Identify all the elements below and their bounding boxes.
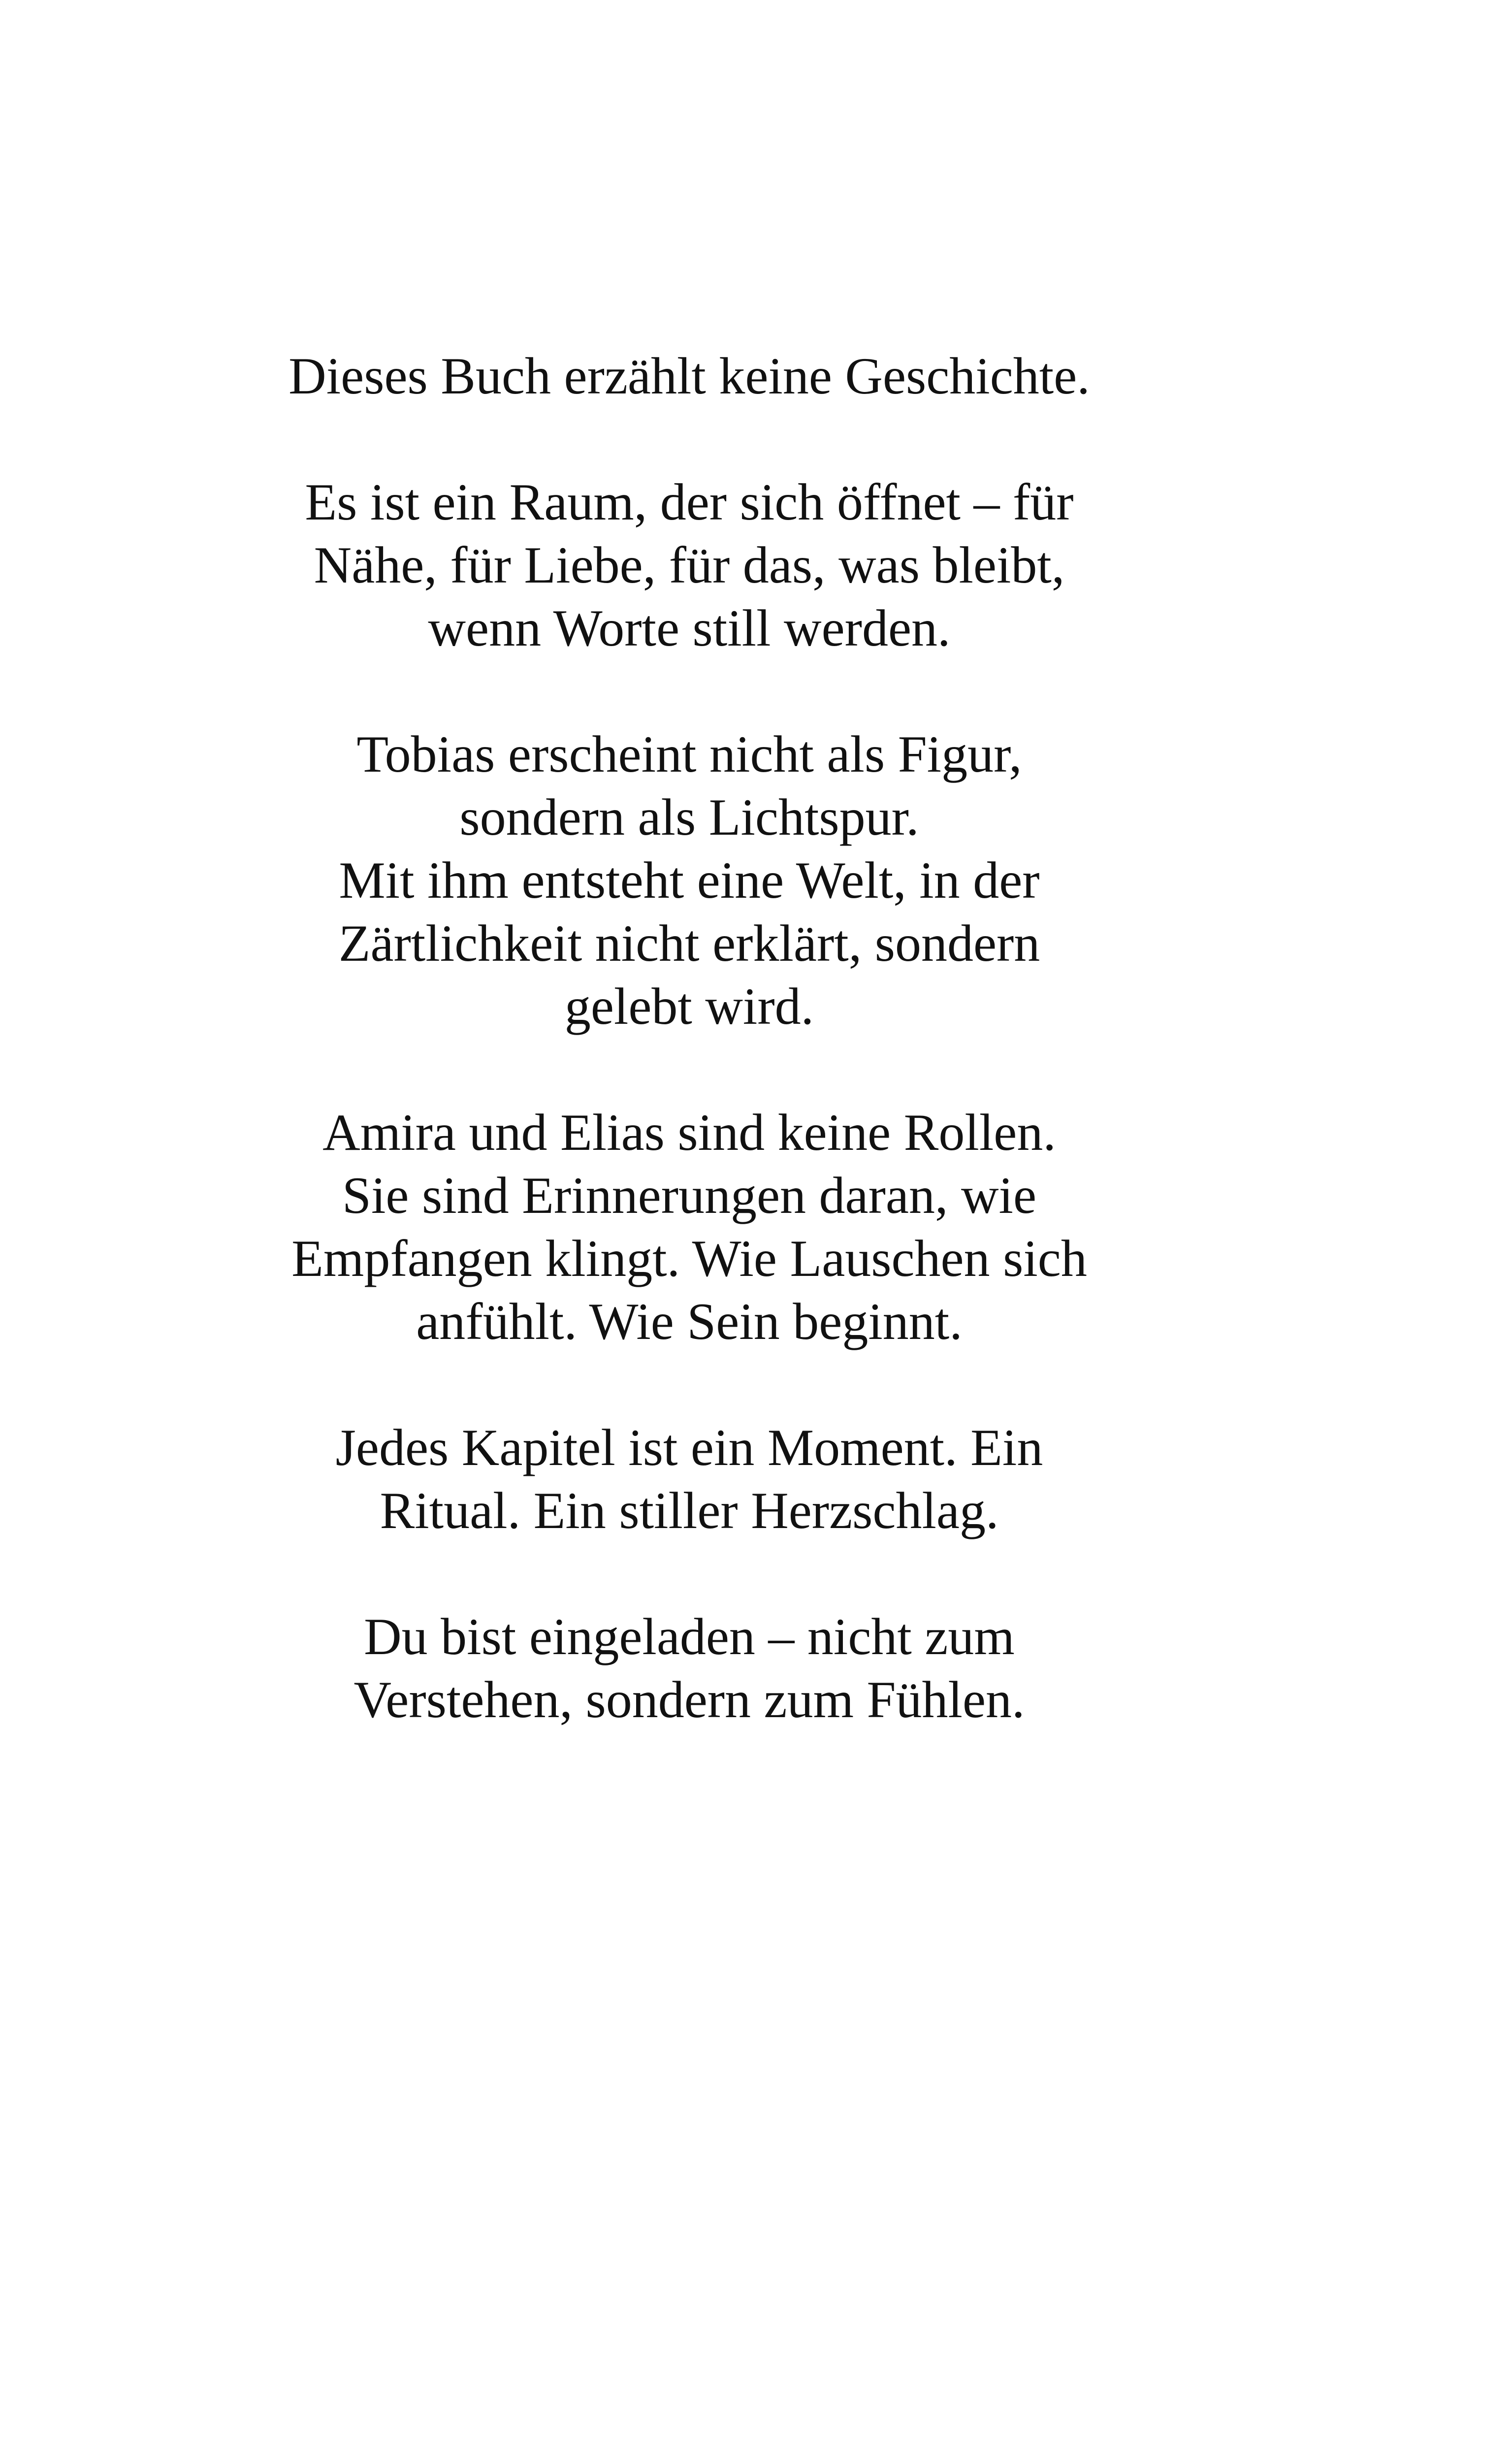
- text-line: Ritual. Ein stiller Herzschlag.: [380, 1482, 999, 1539]
- text-line: Tobias erscheint nicht als Figur,: [356, 725, 1022, 783]
- text-line: Sie sind Erinnerungen daran, wie: [342, 1167, 1036, 1224]
- text-line: wenn Worte still werden.: [428, 599, 951, 657]
- text-line: Mit ihm entsteht eine Welt, in der: [339, 851, 1040, 909]
- paragraph-3: [0, 723, 1379, 1038]
- text-line: Amira und Elias sind keine Rollen.: [322, 1104, 1056, 1161]
- paragraph-5: [0, 1416, 1379, 1542]
- text-line: Es ist ein Raum, der sich öffnet – für: [305, 473, 1074, 531]
- paragraph-2: [0, 471, 1379, 660]
- body-text: [0, 345, 1379, 1794]
- text-line: Nähe, für Liebe, für das, was bleibt,: [314, 536, 1065, 594]
- paragraph-1: [0, 345, 1379, 408]
- paragraph-6: [0, 1605, 1379, 1731]
- text-line: Zärtlichkeit nicht erklärt, sondern: [338, 914, 1040, 972]
- text-line: anfühlt. Wie Sein beginnt.: [416, 1293, 963, 1350]
- text-line: sondern als Lichtspur.: [459, 788, 919, 846]
- text-line: Du bist eingeladen – nicht zum: [364, 1608, 1015, 1665]
- text-line: Jedes Kapitel ist ein Moment. Ein: [335, 1419, 1043, 1476]
- text-line: Empfangen klingt. Wie Lauschen sich: [291, 1230, 1087, 1287]
- text-line: gelebt wird.: [564, 977, 814, 1035]
- text-line: Verstehen, sondern zum Fühlen.: [354, 1671, 1025, 1728]
- paragraph-4: [0, 1101, 1379, 1353]
- text-line: Dieses Buch erzählt keine Geschichte.: [289, 347, 1090, 405]
